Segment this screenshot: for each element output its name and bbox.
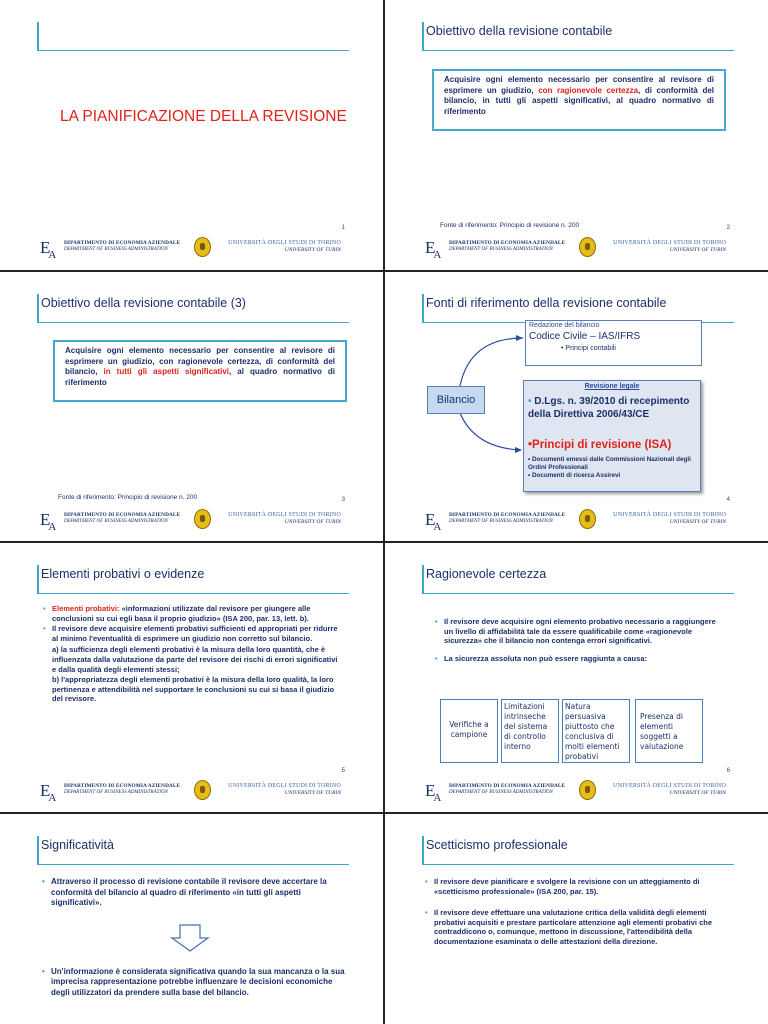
university-name-en: UNIVERSITY OF TURIN (284, 790, 341, 796)
slide-7 (0, 814, 383, 1024)
university-name: UNIVERSITÀ DEGLI STUDI DI TORINO (613, 783, 726, 789)
department-name-en: DEPARTMENT OF BUSINESS ADMINISTRATION (449, 519, 553, 524)
university-seal-icon (194, 509, 211, 529)
slide-title: Scetticismo professionale (426, 838, 568, 852)
title-rule (37, 50, 349, 51)
slide-title: LA PIANIFICAZIONE DELLA REVISIONE (60, 108, 347, 125)
university-name: UNIVERSITÀ DEGLI STUDI DI TORINO (613, 240, 726, 246)
slide-title: Elementi probativi o evidenze (41, 567, 205, 581)
title-rule (422, 593, 734, 594)
title-accent (422, 836, 424, 864)
university-name: UNIVERSITÀ DEGLI STUDI DI TORINO (228, 512, 341, 518)
university-name-en: UNIVERSITY OF TURIN (669, 247, 726, 253)
slide-title: Fonti di riferimento della revisione contabile (426, 296, 667, 310)
university-name: UNIVERSITÀ DEGLI STUDI DI TORINO (613, 512, 726, 518)
title-rule (37, 864, 349, 865)
title-rule (422, 864, 734, 865)
department-name: DIPARTIMENTO DI ECONOMIA AZIENDALE (64, 240, 181, 246)
slide-body (43, 604, 343, 705)
page-number: 3 (341, 497, 345, 503)
list-item: • Il revisore deve pianificare e svolgere la revisione con un atteggiamento di «scetticismo professionale» (ISA 200, par. 15). (425, 877, 725, 896)
list-subitem: b) l'appropriatezza degli elementi probativi è la misura della loro qualità, la loro pertinenza e attendibilità nel supportare le conclusioni su cui si basa il giudizio del revisore. (52, 675, 335, 704)
slide-5 (0, 543, 383, 813)
title-rule (37, 322, 349, 323)
university-name: UNIVERSITÀ DEGLI STUDI DI TORINO (228, 240, 341, 246)
slide-4 (385, 272, 768, 542)
definition-box: Acquisire ogni elemento necessario per consentire al revisore di esprimere un giudizio, con ragionevole certezza, di conformità del bilancio, in tutti gli aspetti significativi, al quadro normativo di riferimento (432, 69, 726, 131)
ea-logo: $E_A$ (40, 238, 57, 261)
department-name-en: DEPARTMENT OF BUSINESS ADMINISTRATION (449, 247, 553, 252)
list-item: • La sicurezza assoluta non può essere raggiunta a causa: (435, 654, 725, 664)
slide-2 (385, 0, 768, 270)
title-rule (37, 593, 349, 594)
slide-title: Obiettivo della revisione contabile (426, 24, 613, 38)
university-name-en: UNIVERSITY OF TURIN (284, 247, 341, 253)
page-number: 1 (341, 225, 345, 231)
university-seal-icon (579, 237, 596, 257)
university-name: UNIVERSITÀ DEGLI STUDI DI TORINO (228, 783, 341, 789)
list-item: • Il revisore deve effettuare una valutazione critica della validità degli elementi probativi acquisiti e prestare particolare attenzione agli elementi probativi che contraddicono o, comunque, mettono in discussione, l'attendibilità della documentazione esaminata o delle attestazioni della direzione. (425, 908, 725, 946)
slide-6 (385, 543, 768, 813)
document-list: • Documenti emessi dalle Commissioni Nazionali degli Ordini Professionali • Documenti di ricerca Assirevi (528, 456, 691, 479)
slide-1 (0, 0, 383, 270)
definition-box: Acquisire ogni elemento necessario per consentire al revisore di esprimere un giudizio, con ragionevole certezza, di conformità del bilancio, in tutti gli aspetti significativi, al quadro normativo di riferimento (53, 340, 347, 402)
slide-title: Ragionevole certezza (426, 567, 547, 581)
department-name-en: DEPARTMENT OF BUSINESS ADMINISTRATION (449, 790, 553, 795)
department-name: DIPARTIMENTO DI ECONOMIA AZIENDALE (449, 783, 566, 789)
department-name-en: DEPARTMENT OF BUSINESS ADMINISTRATION (64, 247, 168, 252)
revisione-legale-box (523, 380, 701, 492)
slide-footer (385, 232, 768, 262)
university-name-en: UNIVERSITY OF TURIN (669, 519, 726, 525)
university-name-en: UNIVERSITY OF TURIN (284, 519, 341, 525)
university-seal-icon (579, 509, 596, 529)
title-accent (37, 565, 39, 593)
ea-logo: $E_A$ (425, 510, 442, 533)
redazione-main: Codice Civile – IAS/IFRS (529, 331, 641, 342)
slide-title: Obiettivo della revisione contabile (3) (41, 296, 246, 310)
slide-footer (385, 504, 768, 534)
slide-body (435, 617, 725, 664)
source-note: Fonte di riferimento: Principio di revisione n. 200 (440, 222, 580, 229)
page-number: 6 (726, 768, 730, 774)
department-name-en: DEPARTMENT OF BUSINESS ADMINISTRATION (64, 790, 168, 795)
title-accent (37, 836, 39, 864)
title-accent (37, 294, 39, 322)
revisione-label: Revisione legale (584, 383, 640, 390)
slide-3 (0, 272, 383, 542)
university-seal-icon (194, 237, 211, 257)
redazione-sub: • Principi contabili (561, 345, 616, 352)
page-number: 2 (726, 225, 730, 231)
department-name: DIPARTIMENTO DI ECONOMIA AZIENDALE (449, 240, 566, 246)
department-name-en: DEPARTMENT OF BUSINESS ADMINISTRATION (64, 519, 168, 524)
redazione-label: Redazione del bilancio (529, 322, 600, 329)
redazione-box (525, 320, 702, 366)
list-item: • Attraverso il processo di revisione contabile il revisore deve accertare la conformità del bilancio al quadro di riferimento «in tutti gli aspetti significativi». (42, 877, 346, 909)
university-seal-icon (194, 780, 211, 800)
isa-text: •Principi di revisione (ISA) (528, 439, 672, 451)
slide-footer (385, 775, 768, 805)
list-item: • Elementi probativi: «informazioni utilizzate dal revisore per giungere alle conclusioni su cui egli basa il proprio giudizio» (ISA 200, par. 13, lett. b). (43, 604, 343, 623)
source-note: Fonte di riferimento: Principio di revisione n. 200 (58, 494, 198, 501)
list-item: • Un'informazione è considerata significativa quando la sua mancanza o la sua imprecisa rappresentazione potrebbe influenzare le decisioni economiche degli utilizzatori da prendere sulla base del bilancio. (42, 967, 346, 999)
ea-logo: $E_A$ (425, 781, 442, 804)
slide-body (425, 877, 725, 948)
page-number: 4 (726, 497, 730, 503)
title-accent (422, 565, 424, 593)
down-arrow-icon (170, 924, 210, 952)
ea-logo: $E_A$ (40, 510, 57, 533)
limitation-cell: Verifiche a campione (440, 699, 498, 763)
ea-logo: $E_A$ (40, 781, 57, 804)
department-name: DIPARTIMENTO DI ECONOMIA AZIENDALE (64, 512, 181, 518)
slide-8 (385, 814, 768, 1024)
limitation-cell: Natura persuasiva piuttosto che conclusiva di molti elementi probativi (562, 699, 630, 763)
title-rule (422, 50, 734, 51)
page-number: 5 (341, 768, 345, 774)
limitation-cell: Limitazioni intrinseche del sistema di controllo interno (501, 699, 559, 763)
title-accent (422, 22, 424, 50)
ea-logo: $E_A$ (425, 238, 442, 261)
limitation-cell: Presenza di elementi soggetti a valutazione (635, 699, 703, 763)
department-name: DIPARTIMENTO DI ECONOMIA AZIENDALE (64, 783, 181, 789)
university-seal-icon (579, 780, 596, 800)
list-item: • Il revisore deve acquisire elementi probativi sufficienti ed appropriati per ridurre al minimo l'eventualità di esprimere un giudizio non corretto sul bilancio. (43, 624, 343, 643)
department-name: DIPARTIMENTO DI ECONOMIA AZIENDALE (449, 512, 566, 518)
slide-title: Significatività (41, 838, 114, 852)
slide-footer (0, 232, 383, 262)
list-subitem: a) la sufficienza degli elementi probativi è la misura della loro quantità, che è influenzata dalla valutazione da parte del revisore dei rischi di errori significativi e dalla qualità degli elementi stessi; (52, 645, 338, 674)
bilancio-box: Bilancio (427, 386, 485, 414)
slide-footer (0, 775, 383, 805)
title-accent (37, 22, 39, 50)
slide-footer (0, 504, 383, 534)
university-name-en: UNIVERSITY OF TURIN (669, 790, 726, 796)
list-item: • Il revisore deve acquisire ogni elemento probativo necessario a raggiungere un livello di affidabilità tale da essere qualificabile come «ragionevole sicurezza» che il bilancio non contenga errori significativi. (435, 617, 725, 646)
dlgs-text: • D.Lgs. n. 39/2010 di recepimento della Direttiva 2006/43/CE (528, 396, 690, 420)
